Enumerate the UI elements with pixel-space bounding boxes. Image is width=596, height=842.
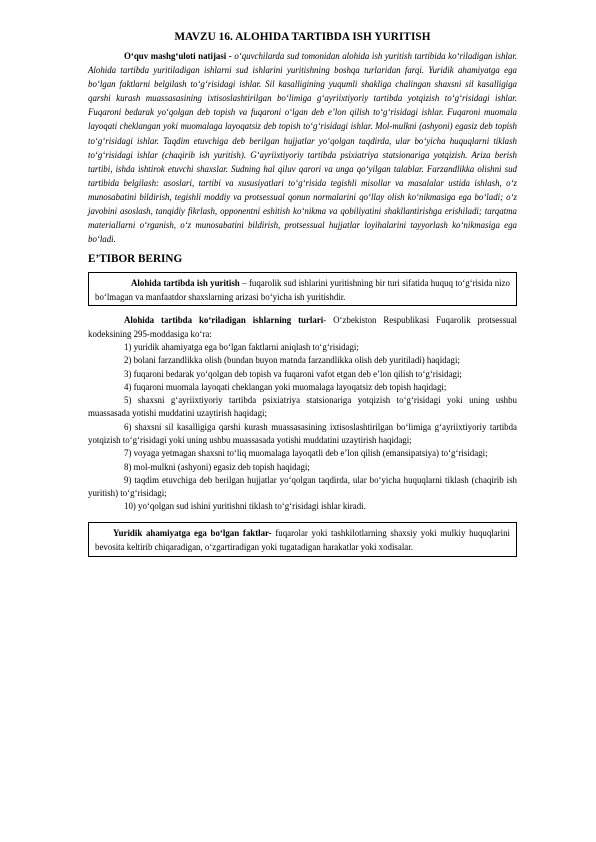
definition-box <box>88 272 517 306</box>
list-item: 4) fuqaroni muomala layoqati cheklangan yoki muomalaga layoqatsiz deb topish haqidagi; <box>124 381 447 392</box>
list-item: 5) shaxsni g‘ayriixtiyoriy tartibda psixiatriya statsionariga yotqizish to‘g‘risidagi yoki uning ushbu muassasada yotishi muddatini uzaytirish haqidagi; <box>88 395 517 419</box>
list-item: 3) fuqaroni bedarak yo‘qolgan deb topish va fuqaroni vafot etgan deb e’lon qilish to‘g‘risidagi; <box>124 368 462 379</box>
case-types-paragraph <box>88 314 517 341</box>
intro-paragraph <box>88 49 517 246</box>
intro-label: O‘quv mashg‘uloti natijasi - <box>124 51 232 61</box>
list-item: 9) taqdim etuvchiga deb berilgan hujjatlar yo‘qolgan taqdirda, ular bo‘yicha huquqlarni tiklash (chaqirib ish yuritish) to‘g‘risidagi; <box>88 474 517 499</box>
list-item: 6) shaxsni sil kasalligiga qarshi kurash muassasasining ixtisoslashtirilgan bo‘limiga g‘ayriixtiyoriy tartibda yotqizish to‘g‘risidagi yoki uning ushbu muassasada yotishi muddatini uzaytirish haqidagi; <box>88 421 517 445</box>
intro-text: o‘quvchilarda sud tomonidan alohida ish yuritish tartibida ko‘riladigan ishlar. Alohida tartibda yuritiladigan ishlarni sud ishlarini yuritishning boshqa turlaridan farqi. Yuridik ahamiyatga ega bo‘lgan faktlarni belgilash to‘g‘risidagi ishlar. Sil kasalligining yuqumli shakliga chalingan shaxsni sil kasalligiga qarshi kurash muassasasining ixtisoslashtirilgan bo‘limiga g‘ayriixtiyoriy tartibda yotqizish to‘g‘risidagi ishlar. Fuqaroni bedarak yo‘qolgan deb topish va fuqaroni o‘lgan deb e’lon qilish to‘g‘risidagi ishlar. Fuqaroni muomala layoqati cheklangan yoki muomalaga layoqatsiz deb topish to‘g‘risidagi ishlar. Mol-mulkni (ashyoni) egasiz deb topish to‘g‘risidagi ishlar. Taqdim etuvchiga deb berilgan hujjatlar yo‘qolgan taqdirda, ular bo‘yicha huquqlarni tiklash to‘g‘risidagi ishlar (chaqirib ish yuritish). G‘ayriixtiyoriy tartibda psixiatriya statsionariga yotqizish. Ariza berish tartibi, ishda ishtirok etuvchi shaxslar. Sudning hal qiluv qarori va unga qo‘yilgan talablar. Farzandlikka olishni sud tartibida belgilash: asoslari, tartibi va xususiyatlari to‘g‘risida tegishli misollar va masalalar ustida ishlash, o‘z munosabatini bildirish, tegishli moddiy va protsessual qonun normalarini qo‘llay olish ko‘nikmasiga ega bo‘ladi; o‘z javobini asoslash, tanqidiy fikrlash, opponentni eshitish ko‘nikma va qobiliyatini shakllantirishga erishiladi; tarqatma materiallarni o‘rganish, o‘z munosabatini bildirish, protsessual hujjatlar loyihalarini tayyorlash ko‘nikmasiga ega bo‘ladi. <box>88 51 517 245</box>
definition-text: – fuqarolik sud ishlarini yuritishning bir turi sifatida huquq to‘g‘risida nizo bo‘lmagan va manfaatdor shaxslarning arizasi bo‘yicha ish yuritishdir. <box>95 278 510 303</box>
definition-term: Alohida tartibda ish yuritish <box>131 278 240 289</box>
attention-heading: E’TIBOR BERING <box>88 253 183 266</box>
list-item: 2) bolani farzandlikka olish (bundan buyon matnda farzandlikka olish deb yuritiladi) haqidagi; <box>124 355 460 366</box>
definition-paragraph <box>95 276 510 304</box>
legal-facts-paragraph <box>95 526 510 555</box>
list-item: 7) voyaga yetmagan shaxsni to‘liq muomalaga layoqatli deb e’lon qilish (emansipatsiya) to‘g‘risidagi; <box>124 448 488 459</box>
legal-facts-term: Yuridik ahamiyatga ega bo‘lgan faktlar- <box>113 527 272 538</box>
legal-facts-box <box>88 522 517 557</box>
document-page <box>88 30 517 557</box>
case-types-text: - O‘zbekiston Respublikasi Fuqarolik protsessual kodeksining 295-moddasiga ko‘ra: <box>88 315 517 339</box>
legal-facts-text: fuqarolar yoki tashkilotlarning shaxsiy yoki mulkiy huquqlarini bevosita keltirib chiqaradigan, o‘zgartiradigan yoki tugatadigan harakatlar yoki xodisalar. <box>95 527 510 553</box>
case-types-label: Alohida tartibda ko‘riladigan ishlarning turlari <box>124 315 324 326</box>
case-types-list <box>88 341 517 514</box>
page-title: MAVZU 16. ALOHIDA TARTIBDA ISH YURITISH <box>174 31 431 43</box>
list-item: 8) mol-mulkni (ashyoni) egasiz deb topish haqidagi; <box>124 461 310 472</box>
list-item: 1) yuridik ahamiyatga ega bo‘lgan faktlarni aniqlash to‘g‘risidagi; <box>124 341 359 352</box>
list-item: 10) yo‘qolgan sud ishini yuritishni tiklash to‘g‘risidagi ishlar kiradi. <box>124 501 366 512</box>
